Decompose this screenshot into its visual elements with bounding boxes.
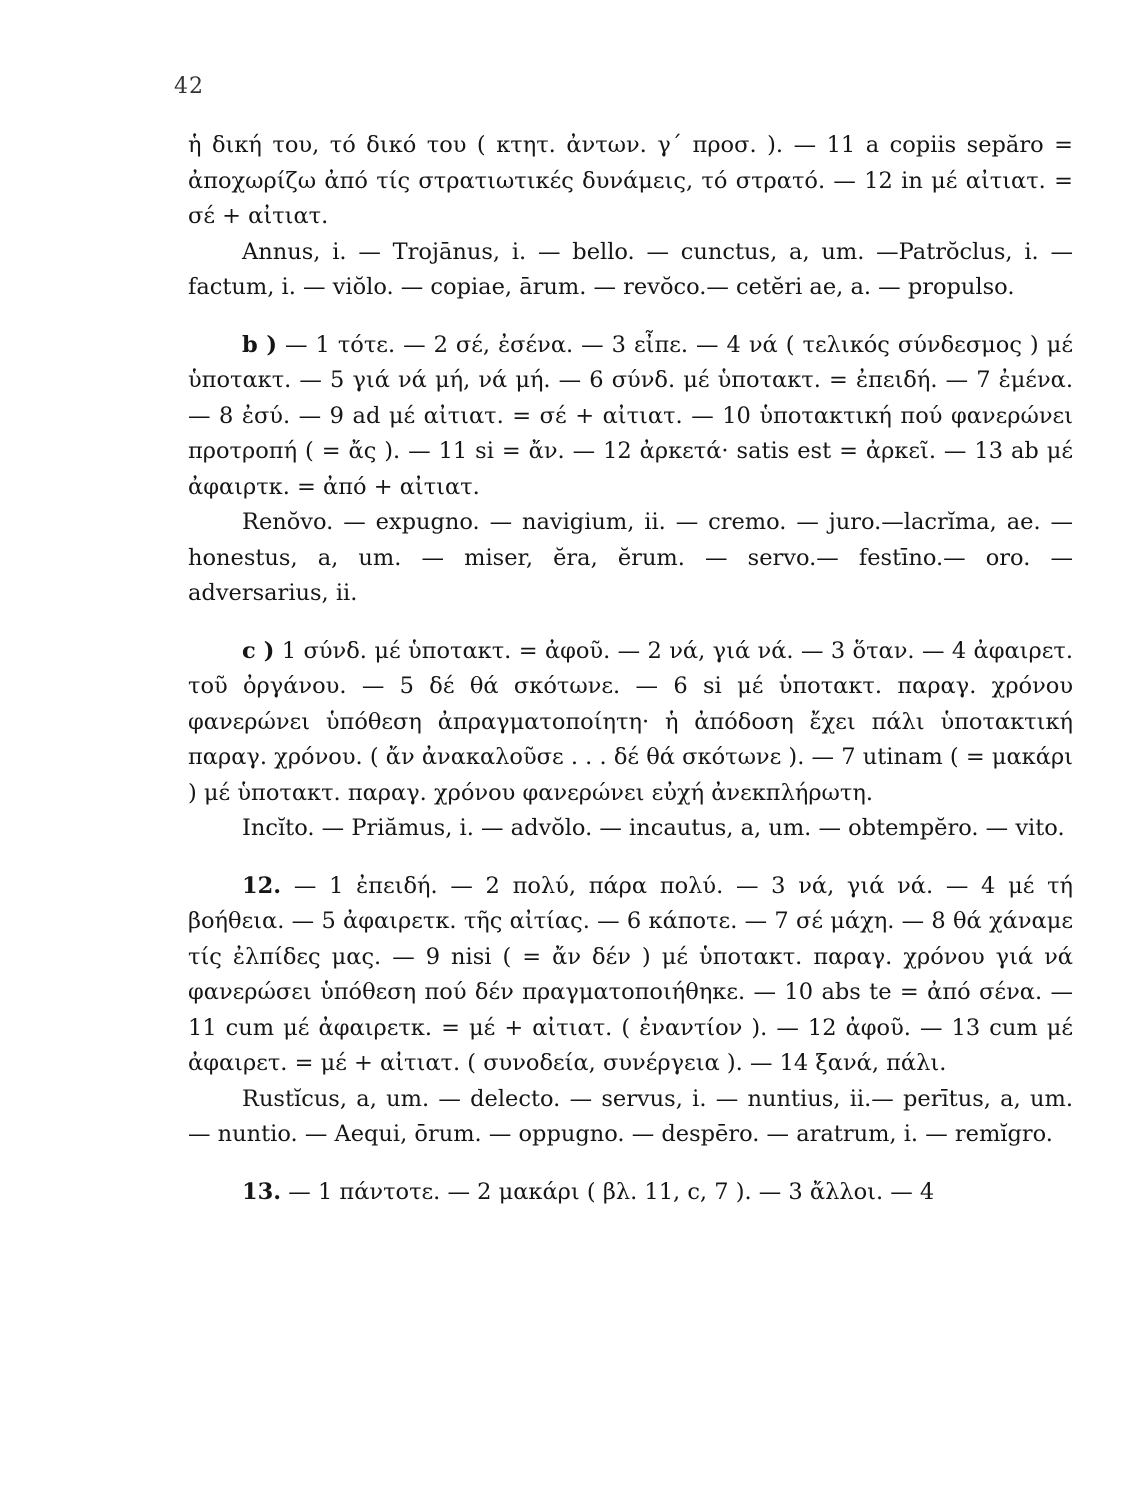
section-label: c ) xyxy=(242,637,275,664)
section-label: b ) xyxy=(242,331,278,358)
section-c-notes xyxy=(188,634,1073,812)
paragraph-text: ἡ δική του, τό δικό του ( κτητ. ἀντων. γ΄ προσ. ). — 11 a copiis sepăro = ἀποχωρίζω ἀπό τίς στρατιωτικές δυνάμεις, τό στρατό. — 12 in μέ αἰτιατ. = σέ + αἰτιατ. xyxy=(188,132,1073,229)
paragraph-text: — 1 ἐπειδή. — 2 πολύ, πάρα πολύ. — 3 νά, γιά νά. — 4 μέ τή βοήθεια. — 5 ἀφαιρετκ. τῆς αἰτίας. — 6 κάποτε. — 7 σέ μάχη. — 8 θά χάναμε τίς ἐλπίδες μας. — 9 nisi ( = ἄν δέν ) μέ ὑποτακτ. παραγ. χρόνου γιά νά φανερώσει ὑπόθεση πού δέν πραγματοποιήθηκε. — 10 abs te = ἀπό σένα. — 11 cum μέ ἀφαιρετκ. = μέ + αἰτιατ. ( ἐναντίον ). — 12 ἀφοῦ. — 13 cum μέ ἀφαιρετ. = μέ + αἰτιατ. ( συνοδεία, συνέργεια ). — 14 ξανά, πάλι. xyxy=(188,872,1073,1076)
paragraph-text: — 1 πάντοτε. — 2 μακάρι ( βλ. 11, c, 7 ). — 3 ἄλλοι. — 4 xyxy=(281,1178,935,1205)
section-label: 12. xyxy=(242,872,282,899)
section-label: 13. xyxy=(242,1178,282,1205)
page-number: 42 xyxy=(174,74,204,99)
page-body xyxy=(188,128,1073,1210)
section-b-notes xyxy=(188,328,1073,506)
paragraph-text: 1 σύνδ. μέ ὑποτακτ. = ἀφοῦ. — 2 νά, γιά νά. — 3 ὅταν. — 4 ἀφαιρετ. τοῦ ὀργάνου. — 5 δέ θά σκότωνε. — 6 si μέ ὑποτακτ. παραγ. χρόνου φανερώνει ὑπόθεση ἀπραγματοποίητη· ἡ ἀπόδοση ἔχει πάλι ὑποτακτική παραγ. χρόνου. ( ἄν ἀνακαλοῦσε . . . δέ θά σκότωνε ). — 7 utinam ( = μακάρι ) μέ ὑποτακτ. παραγ. χρόνου φανερώνει εὐχή ἀνεκπλήρωτη. xyxy=(188,637,1073,806)
section-13-notes xyxy=(188,1175,1073,1211)
paragraph-text: Renŏvo. — expugno. — navigium, ii. — cremo. — juro.—lacrĭma, ae. — honestus, a, um. — miser, ĕra, ĕrum. — servo.— festīno.— oro. — adversarius, ii. xyxy=(188,509,1073,606)
vocabulary-list-12 xyxy=(188,1082,1073,1153)
vocabulary-list-b xyxy=(188,505,1073,612)
vocabulary-list-c xyxy=(188,811,1073,847)
paragraph-continuation xyxy=(188,128,1073,235)
paragraph-text: — 1 τότε. — 2 σέ, ἐσένα. — 3 εἶπε. — 4 νά ( τελικός σύνδεσμος ) μέ ὑποτακτ. — 5 γιά νά μή, νά μή. — 6 σύνδ. μέ ὑποτακτ. = ἐπειδή. — 7 ἐμένα. — 8 ἐσύ. — 9 ad μέ αἰτιατ. = σέ + αἰτιατ. — 10 ὑποτακτική πού φανερώνει προτροπή ( = ἄς ). — 11 si = ἄν. — 12 ἀρκετά· satis est = ἀρκεῖ. — 13 ab μέ ἀφαιρτκ. = ἀπό + αἰτιατ. xyxy=(188,331,1073,500)
paragraph-text: Rustĭcus, a, um. — delecto. — servus, i. — nuntius, ii.— perītus, a, um. — nuntio. — Aequi, ōrum. — oppugno. — despēro. — aratrum, i. — remĭgro. xyxy=(188,1085,1073,1147)
vocabulary-list-a xyxy=(188,235,1073,306)
paragraph-text: Annus, i. — Trojānus, i. — bello. — cunctus, a, um. —Patrŏclus, i. — factum, i. — viŏlo. — copiae, ārum. — revŏco.— cetĕri ae, a. — propulso. xyxy=(188,238,1073,300)
paragraph-text: Incĭto. — Priămus, i. — advŏlo. — incautus, a, um. — obtempĕro. — vito. xyxy=(242,815,1065,841)
section-12-notes xyxy=(188,869,1073,1082)
